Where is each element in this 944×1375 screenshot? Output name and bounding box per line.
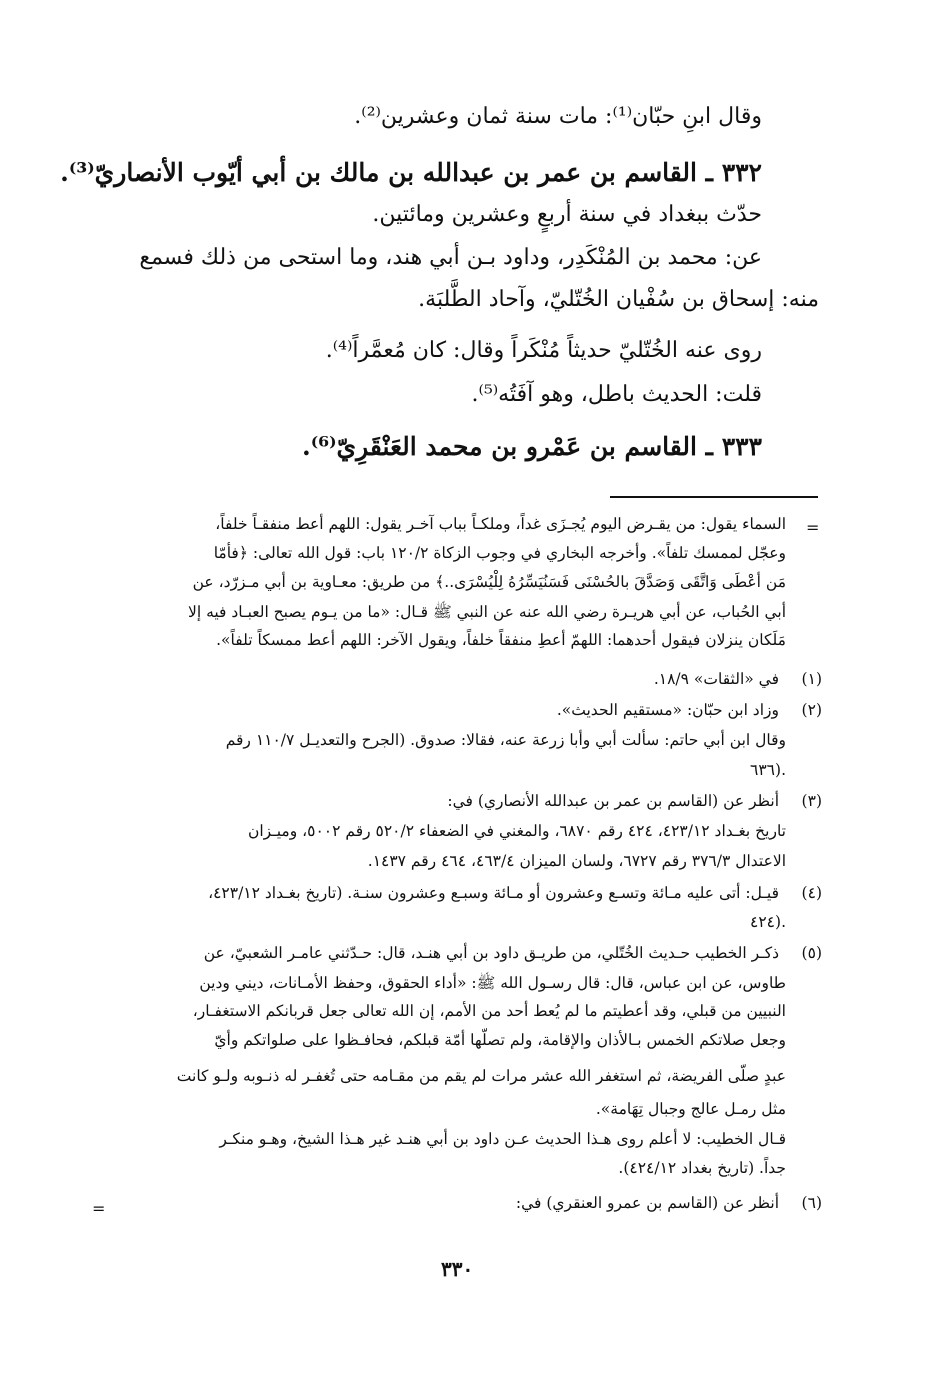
footnote-continuation-line: السماء يقول: من يقـرض اليوم يُجـزَى غداً، وملكـاً بباب آخـر يقول: اللهم أعط منفقـاً خلفاً، <box>215 515 786 533</box>
body-line-3: حدّث ببغداد في سنة أربعٍ وعشرين ومائتين. <box>372 202 762 227</box>
body-line-7: قلت: الحديث باطل، وهو آفَتُه⁽⁵⁾. <box>471 382 762 407</box>
footnote-continuation-line: مَلَكان ينزلان فيقول أحدهما: اللهمّ أعطِ منفقاً خلفاً، ويقول الآخر: اللهم أعط ممسكاً تلفاً». <box>216 631 786 649</box>
footnote-number: (١) <box>801 670 822 688</box>
footnote-continuation-line: أبي الحُباب، عن أبي هريـرة رضي الله عنه عن النبي ﷺ قـال: «ما من يـوم يصبح العبـاد فيه إلا <box>188 603 786 621</box>
footnote-line: طاوس، عن ابن عباس، قال: قال رسـول الله ﷺ: «أداء الحقوق، وحفظ الأمـانات، ديني ودين <box>199 974 786 992</box>
entry-heading-333: ٣٣٣ ـ القاسم بن عَمْرو بن محمد العَنْقَرِيّ⁽⁶⁾. <box>301 432 762 461</box>
footnote-line: قـال الخطيب: لا أعلم روى هـذا الحديث عـن داود بن أبي هنـد غير هـذا الشيخ، وهـو منكـر <box>219 1130 786 1148</box>
footnote-line: أنظر عن (القاسم بن عمر بن عبدالله الأنصاري) في: <box>447 792 779 810</box>
footnote-line: تاريخ بغـداد ٤٢٣/١٢، ٤٢٤ رقم ٦٨٧٠، والمغني في الضعفاء ٥٢٠/٢ رقم ٥٠٠٢، وميـزان <box>247 822 786 840</box>
entry-heading-332: ٣٣٢ ـ القاسم بن عمر بن عبدالله بن مالك بن أبي أيّوب الأنصاريّ⁽³⁾. <box>60 158 762 187</box>
body-line-6: روى عنه الخُتّليّ حديثاً مُنْكَراً وقال: كان مُعمَّراً⁽⁴⁾. <box>325 338 762 363</box>
footnote-line: النبيين من قبلي، وقد أعطيتم ما لم يُعط أحد من الأمم، إن الله تعالى جعل قربانكم الاستغفـار، <box>192 1002 786 1020</box>
footnote-line: عبدٍ صلّى الفريضة، ثم استغفر الله عشر مرات لم يقم من مقـامه حتى تُغفـر له ذنـوبه ولـو كانت <box>176 1067 786 1085</box>
footnote-number: (٤) <box>801 884 822 902</box>
footnote-line: ٦٣٦). <box>750 761 786 779</box>
footnote-line: جداً. (تاريخ بغداد ٤٢٤/١٢). <box>618 1159 786 1177</box>
footnote-line: الاعتدال ٣٧٦/٣ رقم ٦٧٢٧، ولسان الميزان ٤٦٣/٤، ٤٦٤ رقم ١٤٣٧. <box>367 852 786 870</box>
footnote-line: وقال ابن أبي حاتم: سألت أبي وأبا زرعة عنه، فقالا: صدوق. (الجرح والتعديـل ١١٠/٧ رقم <box>225 731 786 749</box>
footnote-line: وجعل صلاتكم الخمس بـالأذان والإقامة، ولم تصلّها أمّة قبلكم، فحافـظوا على صلواتكم وأيّ <box>214 1031 786 1049</box>
page-number: ٣٣٠ <box>441 1257 474 1281</box>
body-line-4: عن: محمد بن المُنْكَدِر، وداود بـن أبي هند، وما استحى من ذلك فسمع <box>139 245 762 270</box>
footnote-separator <box>610 496 818 498</box>
footnote-line: قيـل: أتى عليه مـائة وتسـع وعشرون أو مـائة وسبـع وعشرون سنـة. (تاريخ بغـداد ٤٢٣/١٢، <box>208 884 779 902</box>
footnote-number: (٦) <box>801 1194 822 1212</box>
body-line-5: منه: إسحاق بن سُفْيان الخُتّليّ، وآحاد الطَّلبَة. <box>418 287 819 312</box>
footnote-line: ذكـر الخطيب حـديث الخُتّلي، من طريـق داود بن أبي هنـد، قال: حـدّثني عامـر الشعبيّ، عن <box>203 944 779 962</box>
footnote-line: ٤٢٤). <box>750 913 786 931</box>
footnote-line: في «الثقات» ١٨/٩. <box>653 670 779 688</box>
body-line-1: وقال ابنِ حبّان⁽¹⁾: مات سنة ثمان وعشرين⁽²⁾. <box>354 104 762 129</box>
continuation-mark: = <box>806 518 820 537</box>
footnote-number: (٢) <box>801 701 822 719</box>
footnote-continuation-line: مَن أعْطَى وَاتَّقَى وَصَدَّقَ بالحُسْنَى فَسَنُيَسِّرُهُ لِلْيُسْرَى..﴾ من طريق: معـاوية بن أبي مـزرّد، عن <box>192 573 786 591</box>
footnote-line: وزاد ابن حبّان: «مستقيم الحديث». <box>556 701 779 719</box>
footnote-line: مثل رمـل عالج وجبال تِهَامة». <box>595 1100 786 1118</box>
footnote-line: أنظر عن (القاسم بن عمرو العنقري) في: <box>515 1194 779 1212</box>
footnote-number: (٣) <box>801 792 822 810</box>
continuation-end-mark: = <box>92 1199 106 1218</box>
footnote-continuation-line: وعجّل لممسك تلفاً». وأخرجه البخاري في وجوب الزكاة ١٢٠/٢ باب: قول الله تعالى: ﴿فأمّا <box>213 544 786 562</box>
footnote-number: (٥) <box>801 944 822 962</box>
